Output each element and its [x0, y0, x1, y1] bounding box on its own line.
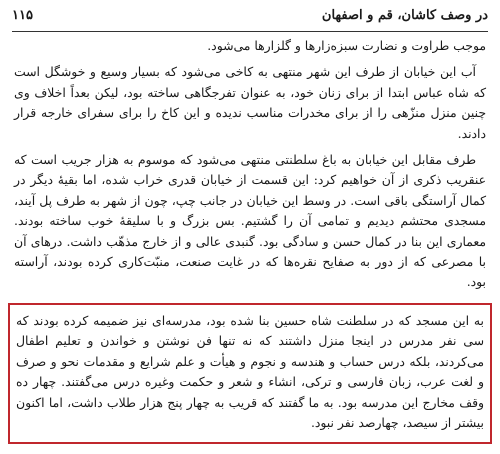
running-title: در وصف کاشان، قم و اصفهان — [321, 8, 488, 23]
paragraph-3: طرف مقابل این خیابان به باغ سلطنتی منتهی می‌شود که موسوم به هزار جریب است که عنقریب ذکری از آن خواهیم کرد: این قسمت از خیابان قدری خراب شده، اما بقیهٔ دیگر در کمال آراستگی باقی است. در وسط این خیابان در جانب چپ، چون از شهر به طرف پل آیند، مسجدی محتشم دیدیم و تمامی آن را گشتیم. بس بزرگ و با سلیقهٔ خوب ساخته بودند. معماری این بنا در کمال حسن و سادگی بود. گنبدی عالی و از خارج مذهّب داشت. درهای آن با مصرعی که از دور به صفایح نقره‌ها که در غایت صنعت، منبّت‌کاری کرده بودند، آراسته بود. — [14, 152, 486, 290]
body-text — [14, 36, 486, 299]
paragraph-1: موجب طراوت و نضارت سبزه‌زارها و گلزارها می‌شود. — [207, 38, 486, 53]
page-header — [12, 8, 488, 28]
page-number: ۱۱۵ — [12, 8, 33, 23]
header-divider — [12, 31, 488, 32]
highlighted-paragraph: به این مسجد که در سلطنت شاه حسین بنا شده بود، مدرسه‌ای نیز ضمیمه کرده بودند که سی نفر مدرس در اینجا منزل داشتند که نه تنها فن نوشتن و خواندن و تعلیم اطفال می‌کردند، بلکه درس حساب و هندسه و نجوم و هیأت و علم شرایع و مقدمات نحو و صرف و لغت عرب، زبان فارسی و ترکی، انشاء و شعر و حکمت وغیره درس می‌گفتند. چهار ده وقف مخارج این مدرسه بود. به ما گفتند که قریب به چهار پنج هزار طلاب داشت، اما اکنون بیشتر از سیصد، چهارصد نفر نبود. — [16, 313, 484, 431]
paragraph-2: آب این خیابان از طرف این شهر منتهی به کاخی می‌شود که بسیار وسیع و خوشگل است که شاه عباس ابتدا از برای زنان خود، به عنوان تفرجگاهی ساخته بود، لیکن بعداً اخلاف وی چنین منزل منزّهی را از برای مخدرات مناسب ندیده و این کاخ را برای سفرای خارجه قرار دادند. — [14, 64, 486, 141]
highlighted-passage-box — [8, 303, 492, 444]
